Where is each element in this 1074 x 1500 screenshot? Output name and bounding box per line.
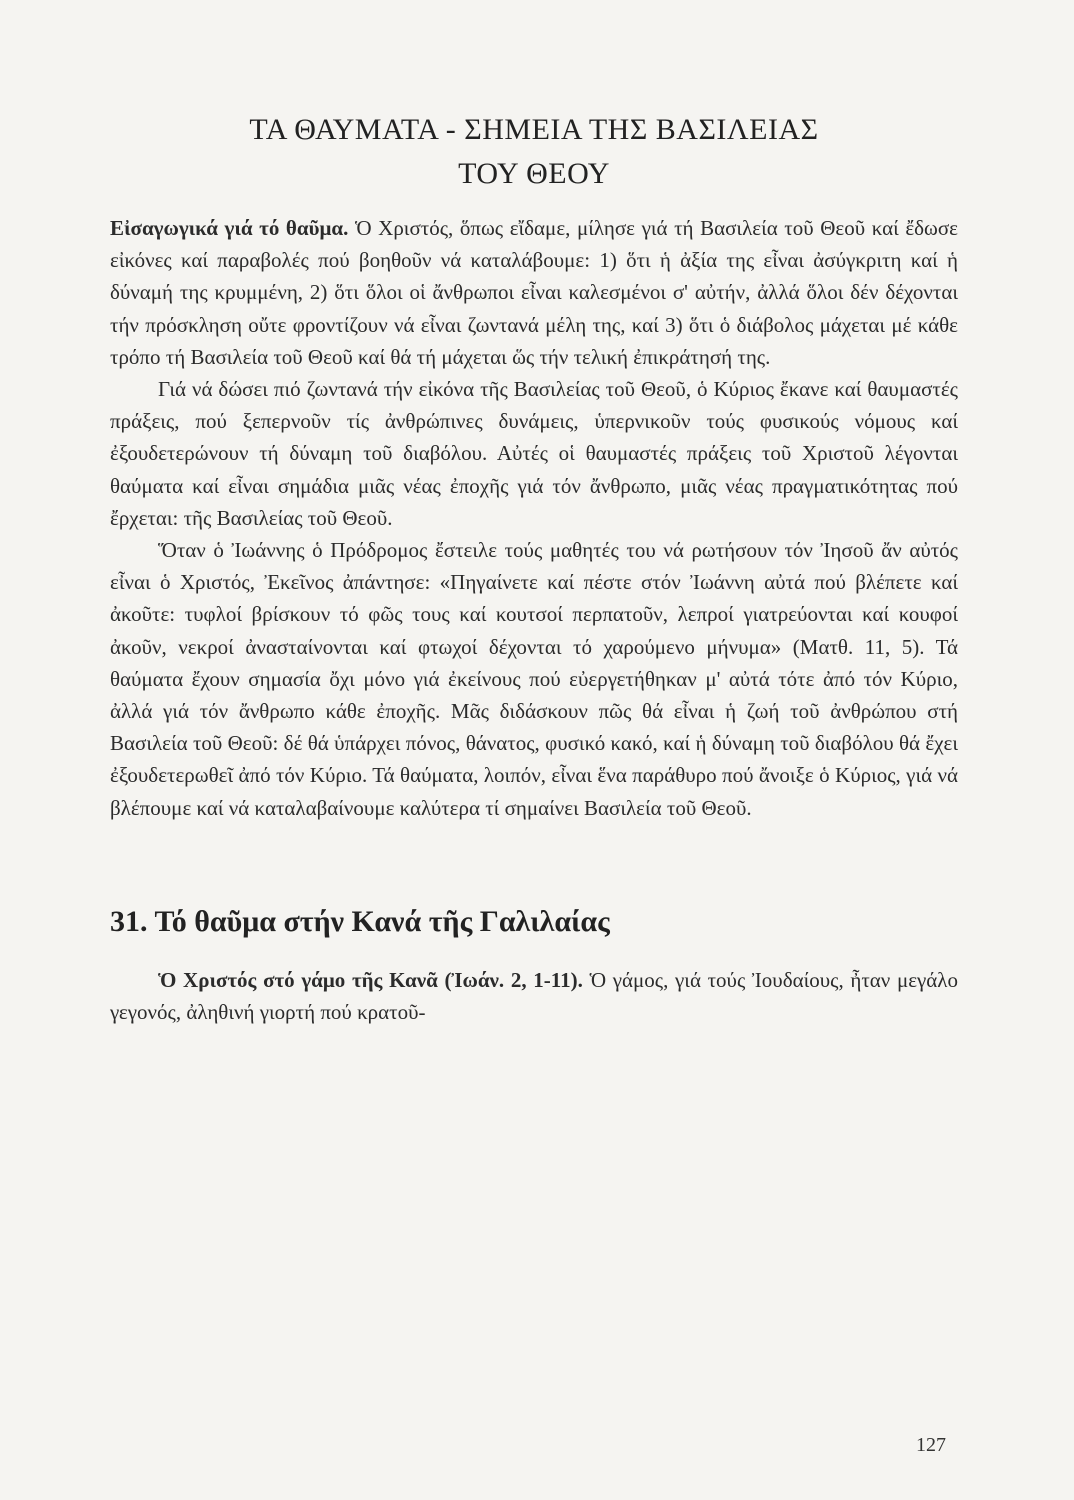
page-number: 127 xyxy=(916,1434,946,1456)
chapter-title-line-1: ΤΑ ΘΑΥΜΑΤΑ - ΣΗΜΕΙΑ ΤΗΣ ΒΑΣΙΛΕΙΑΣ xyxy=(249,113,819,146)
intro-paragraph-2: Γιά νά δώσει πιό ζωντανά τήν εἰκόνα τῆς Βασιλείας τοῦ Θεοῦ, ὁ Κύριος ἔκανε καί θαυμαστές πράξεις, πού ξεπερνοῦν τίς ἀνθρώπινες δυνάμεις, ὑπερνικοῦν τούς φυσικούς νόμους καί ἐξουδετερώνουν τή δύναμη τοῦ διαβόλου. Αὐτές οἱ θαυμαστές πράξεις τοῦ Χριστοῦ λέγονται θαύματα καί εἶναι σημάδια μιᾶς νέας ἐποχῆς γιά τόν ἄνθρωπο, μιᾶς νέας πραγματικότητας πού ἔρχεται: τῆς Βασιλείας τοῦ Θεοῦ. xyxy=(110,377,958,530)
chapter-title-line-2: ΤΟΥ ΘΕΟΥ xyxy=(458,157,610,190)
page-content xyxy=(110,108,958,1028)
section-runin-heading: Ὁ Χριστός στό γάμο τῆς Κανᾶ (Ἰωάν. 2, 1-11). xyxy=(158,967,583,992)
section-paragraph-1-text: Ὁ γάμος, γιά τούς Ἰουδαίους, ἦταν μεγάλο γεγονός, ἀληθινή γιορτή πού κρατοῦ- xyxy=(110,967,958,1025)
intro-paragraph-1-text: Ὁ Χριστός, ὅπως εἴδαμε, μίλησε γιά τή Βασιλεία τοῦ Θεοῦ καί ἔδωσε εἰκόνες καί παραβολές πού βοηθοῦν νά καταλάβουμε: 1) ὅτι ἡ ἀξία της εἶναι ἀσύγκριτη καί ἡ δύναμή της κρυμμένη, 2) ὅτι ὅλοι οἱ ἄνθρωποι εἶναι καλεσμένοι σ' αὐτήν, ἀλλά ὅλοι δέν δέχονται τήν πρόσκληση οὔτε φροντίζουν νά εἶναι ζωντανά μέλη της, καί 3) ὅτι ὁ διάβολος μάχεται μέ κάθε τρόπο τή Βασιλεία τοῦ Θεοῦ καί θά τή μάχεται ὥς τήν τελική ἐπικράτησή της. xyxy=(110,216,958,369)
intro-runin-heading: Εἰσαγωγικά γιά τό θαῦμα. xyxy=(110,216,349,240)
section-heading: 31. Τό θαῦμα στήν Κανά τῆς Γαλιλαίας xyxy=(110,904,610,938)
intro-paragraph-1 xyxy=(110,212,958,373)
intro-paragraph-3: Ὅταν ὁ Ἰωάννης ὁ Πρόδρομος ἔστειλε τούς μαθητές του νά ρωτήσουν τόν Ἰησοῦ ἄν αὐτός εἶναι ὁ Χριστός, Ἐκεῖνος ἀπάντησε: «Πηγαίνετε καί πέστε στόν Ἰωάννη αὐτά πού βλέπετε καί ἀκοῦτε: τυφλοί βρίσκουν τό φῶς τους καί κουτσοί περπατοῦν, λεπροί γιατρεύονται καί κουφοί ἀκοῦν, νεκροί ἀνασταίνονται καί φτωχοί δέχονται τό χαρούμενο μήνυμα» (Ματθ. 11, 5). Τά θαύματα ἔχουν σημασία ὄχι μόνο γιά ἐκείνους πού εὐεργετήθηκαν μ' αὐτά τότε ἀπό τόν Κύριο, ἀλλά γιά τόν ἄνθρωπο κάθε ἐποχῆς. Μᾶς διδάσκουν πῶς θά εἶναι ἡ ζωή τοῦ ἀνθρώπου στή Βασιλεία τοῦ Θεοῦ: δέ θά ὑπάρχει πόνος, θάνατος, φυσικό κακό, καί ἡ δύναμη τοῦ διαβόλου θά ἔχει ἐξουδετερωθεῖ ἀπό τόν Κύριο. Τά θαύματα, λοιπόν, εἶναι ἕνα παράθυρο πού ἄνοιξε ὁ Κύριος, γιά νά βλέπουμε καί νά καταλαβαίνουμε καλύτερα τί σημαίνει Βασιλεία τοῦ Θεοῦ. xyxy=(110,538,958,820)
chapter-title xyxy=(110,108,958,196)
section-paragraph-1 xyxy=(110,964,958,1028)
